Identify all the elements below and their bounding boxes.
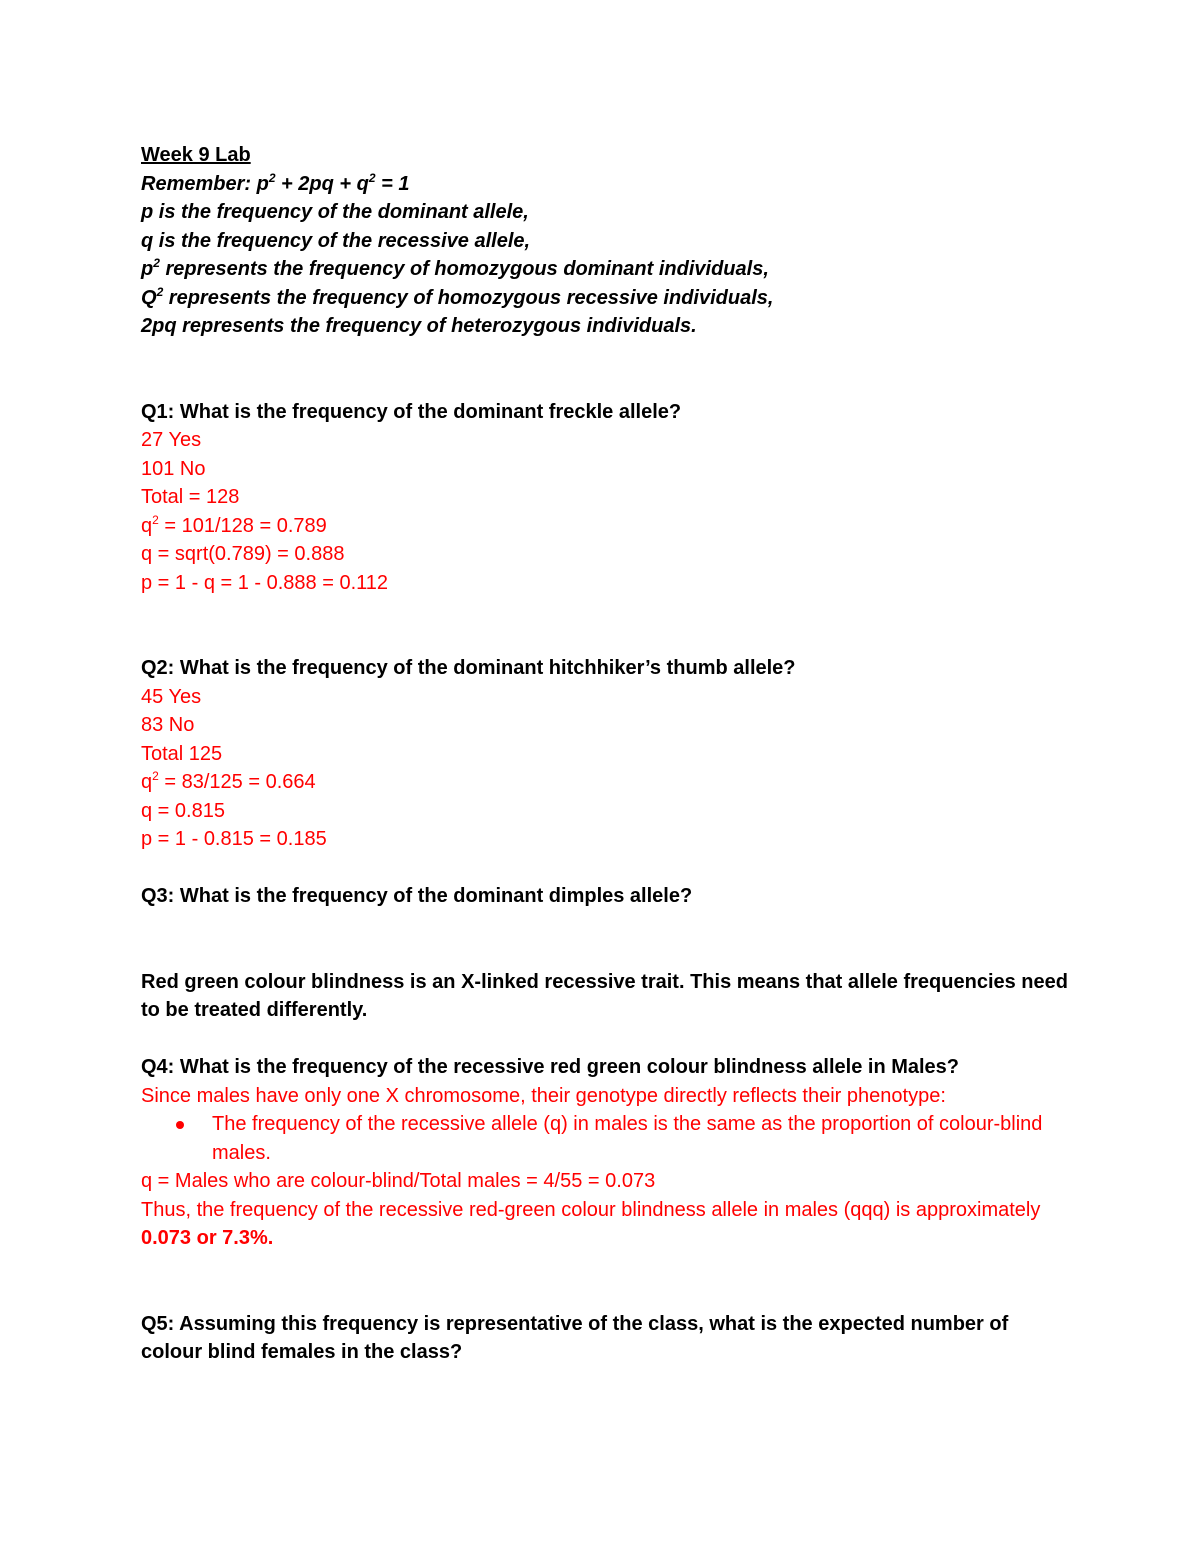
q4-answer: 0.073 or 7.3%. (141, 1227, 274, 1249)
q2-q-squared: $q^2 = 83/125 = 0.664$ (141, 769, 316, 793)
definition-2pq: 2pq represents the frequency of heterozygous individuals. (141, 315, 697, 337)
definition-p2: $p^2$ represents the frequency of homozygous dominant individuals, (141, 256, 769, 280)
page-title: Week 9 Lab (141, 144, 251, 166)
q4-conclusion: Thus, the frequency of the recessive red-green colour blindness allele in males (qqq) is approximately 0.073 or 7.3%. (141, 1198, 1041, 1249)
q2-q-value: q = 0.815 (141, 799, 225, 822)
definition-q: q is the frequency of the recessive allele, (141, 229, 531, 252)
remember-formula: Remember: $p^2 + 2pq + q^2 = 1$ (141, 170, 410, 195)
bullet-dot-icon (176, 1121, 184, 1129)
definition-q2: $Q^2$ represents the frequency of homozygous recessive individuals, (141, 284, 774, 309)
document-page (141, 141, 1071, 1367)
q2-total: Total 125 (141, 742, 223, 765)
question-5: Q5: Assuming this frequency is representative of the class, what is the expected number of colour blind females in the class? (141, 1312, 1009, 1363)
q2-no-count: 83 No (141, 714, 195, 736)
colour-blindness-note: Red green colour blindness is an X-linked recessive trait. This means that allele frequencies need to be treated differently. (141, 970, 1068, 1021)
q1-total: Total = 128 (141, 486, 240, 508)
q2-yes-count: 45 Yes (141, 685, 202, 708)
question-2: Q2: What is the frequency of the dominant hitchhiker’s thumb allele? (141, 657, 796, 679)
q1-q-value: q = sqrt(0.789) = 0.888 (141, 543, 345, 565)
q4-intro: Since males have only one X chromosome, their genotype directly reflects their phenotype: (141, 1084, 946, 1107)
question-1: Q1: What is the frequency of the dominant freckle allele? (141, 400, 682, 423)
q1-p-value: p = 1 - q = 1 - 0.888 = 0.112 (141, 571, 389, 594)
q4-formula: q = Males who are colour-blind/Total males = 4/55 = 0.073 (141, 1170, 656, 1192)
q1-yes-count: 27 Yes (141, 429, 202, 451)
definition-p: p is the frequency of the dominant allele, (141, 201, 529, 223)
question-3: Q3: What is the frequency of the dominant dimples allele? (141, 885, 693, 907)
q4-bullet-item: The frequency of the recessive allele (q) in males is the same as the proportion of colour-blind males. (141, 1110, 1071, 1167)
question-4: Q4: What is the frequency of the recessive red green colour blindness allele in Males? (141, 1056, 960, 1078)
q1-no-count: 101 No (141, 457, 206, 480)
q1-q-squared: $q^2 = 101/128 = 0.789$ (141, 512, 327, 537)
q2-p-value: p = 1 - 0.815 = 0.185 (141, 828, 327, 850)
